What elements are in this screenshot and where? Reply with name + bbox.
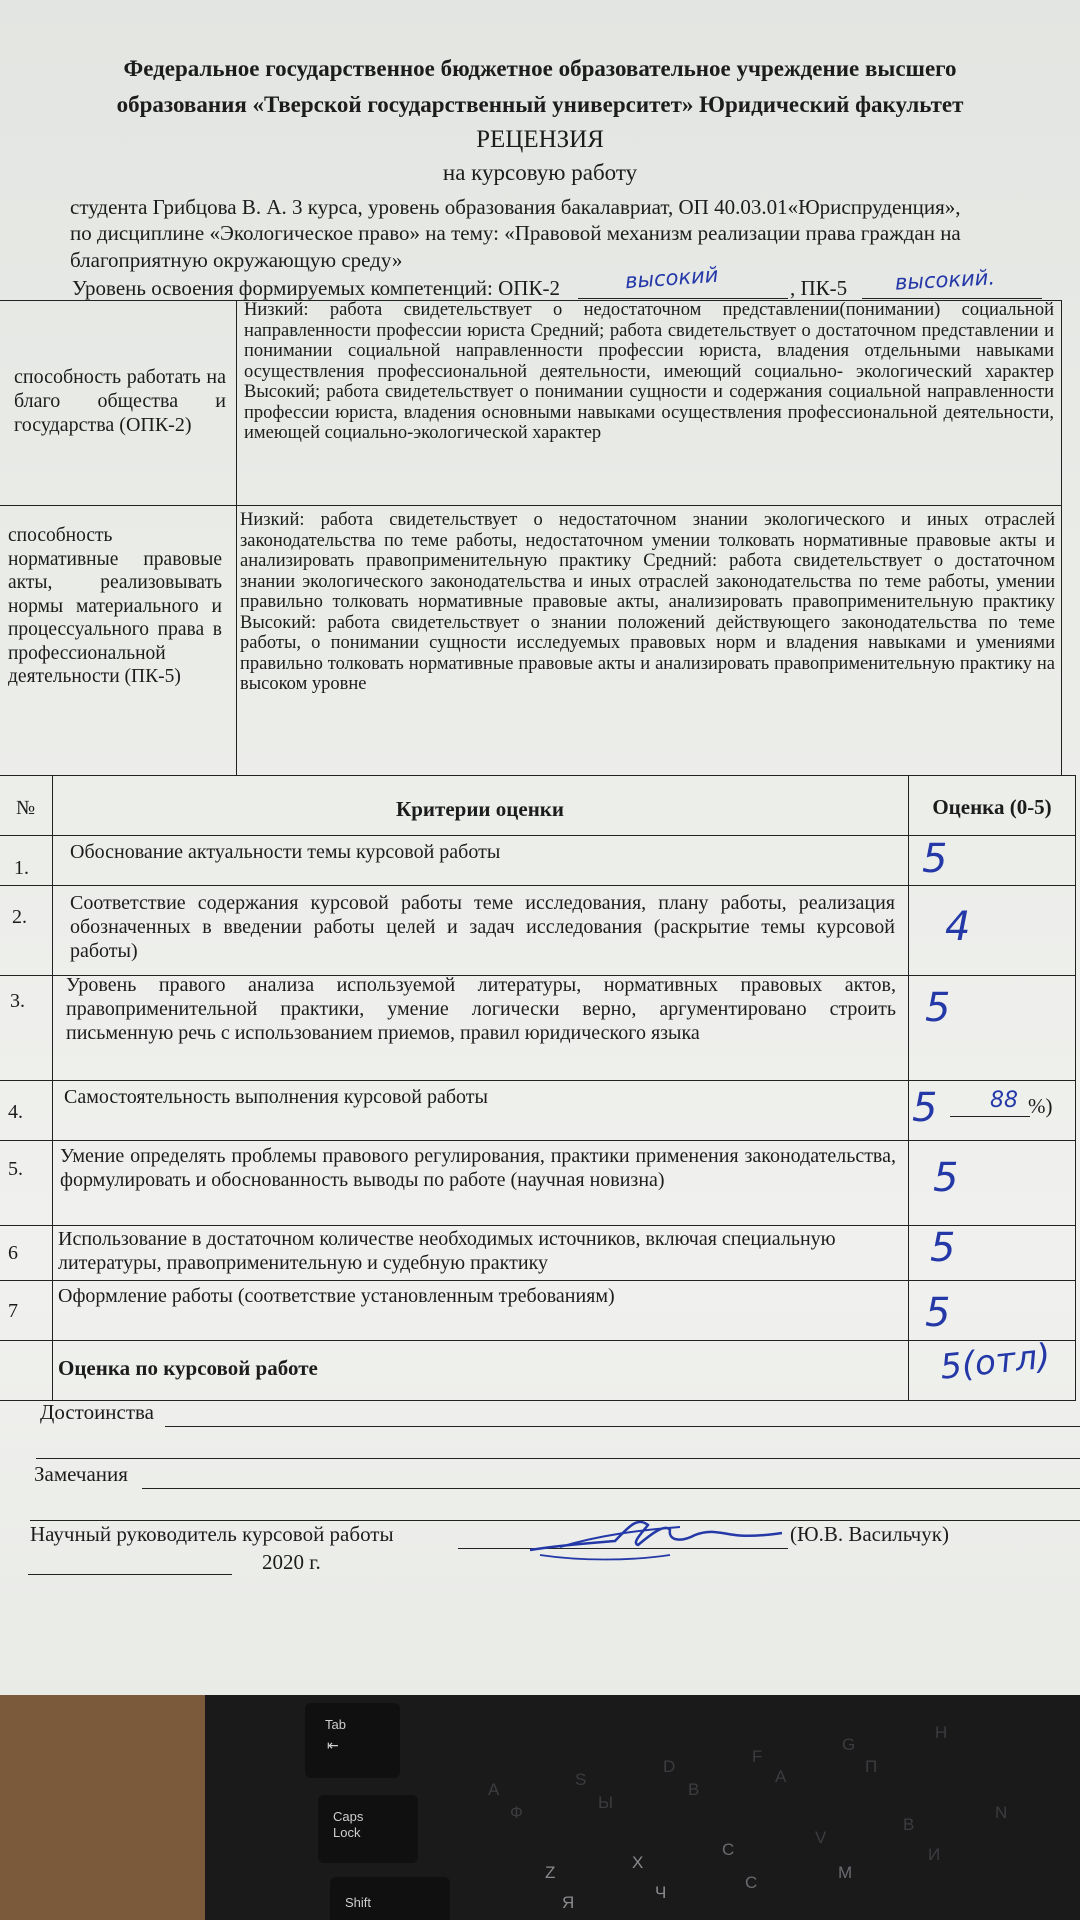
- key-letter: F: [752, 1747, 763, 1766]
- key-letter-cyrillic: И: [928, 1845, 941, 1864]
- criteria-row-score: 5: [912, 1085, 938, 1131]
- column-header-score: Оценка (0-5): [932, 795, 1052, 819]
- tab-key: [305, 1703, 400, 1778]
- key-letter: B: [903, 1815, 915, 1834]
- key-letter-cyrillic: П: [865, 1757, 878, 1776]
- supervisor-label: Научный руководитель курсовой работы: [30, 1522, 394, 1546]
- review-year: 2020 г.: [262, 1550, 321, 1574]
- key-letter: H: [935, 1723, 948, 1742]
- criteria-row-number: 2.: [12, 906, 27, 928]
- criteria-row-number: 4.: [8, 1101, 23, 1123]
- key-letter-cyrillic: В: [688, 1780, 700, 1799]
- key-letter: G: [842, 1735, 856, 1754]
- tab-key-label: Tab: [325, 1717, 346, 1732]
- column-header-criteria: Критерии оценки: [396, 797, 564, 821]
- tab-arrows-icon: ⇤: [327, 1737, 339, 1753]
- wooden-desk: [0, 1695, 205, 1920]
- pk-level-handwritten: высокий.: [894, 265, 996, 295]
- shift-key-label: Shift: [345, 1895, 372, 1910]
- key-letter: C: [722, 1840, 735, 1859]
- supervisor-signature: [520, 1505, 790, 1565]
- intro-line-3: благоприятную окружающую среду»: [70, 248, 403, 272]
- column-header-number: №: [16, 797, 36, 819]
- institution-line-2: образования «Тверской государственный университет» Юридический факультет: [116, 92, 964, 117]
- key-letter-cyrillic: Ф: [510, 1803, 523, 1822]
- supervisor-name: (Ю.В. Васильчук): [790, 1522, 949, 1546]
- criteria-row-number: 1.: [14, 857, 29, 879]
- key-letter-cyrillic: Ы: [598, 1793, 614, 1812]
- key-letter: N: [995, 1803, 1008, 1822]
- key-letter-cyrillic: Ч: [655, 1883, 667, 1902]
- criteria-row-text: Использование в достаточном количестве необходимых источников, включая специальную литературы, правоприменительную и судебную практику: [58, 1228, 836, 1274]
- shift-key: [330, 1877, 450, 1920]
- criteria-row-number: 3.: [10, 990, 25, 1012]
- total-score-label: Оценка по курсовой работе: [58, 1356, 318, 1380]
- criteria-row-score: 5: [925, 985, 951, 1031]
- institution-line-1: Федеральное государственное бюджетное образовательное учреждение высшего: [123, 56, 957, 81]
- key-letter-cyrillic: С: [745, 1873, 758, 1892]
- independence-percent-suffix: %): [1028, 1094, 1053, 1118]
- criteria-row-text: Соответствие содержания курсовой работы теме исследования, плану работы, реализация обозначенных в введении работы целей и задач исследования (раскрытие темы курсовой работы): [70, 892, 895, 962]
- criteria-row-score: 5: [925, 1290, 951, 1336]
- criteria-row-number: 6: [8, 1242, 18, 1264]
- criteria-row-number: 5.: [8, 1158, 23, 1180]
- criteria-row-score: 4: [945, 904, 971, 950]
- total-score-handwritten: 5(отл): [938, 1336, 1053, 1388]
- key-letter-cyrillic: А: [775, 1767, 787, 1786]
- competency-levels-opk2: Низкий: работа свидетельствует о недостаточном представлении(понимании) социальной направленности профессии юриста Средний; работа свидетельствует о достаточном представлении и понимании социальной направленности профессии юриста, владения отдельными навыками осуществления профессиональной деятельности, имеющий социально- экологический характер Высокий; работа свидетельствует о понимании сущности и содержания социальной направленности профессии юриста, владения основными навыками осуществления профессиональной деятельности, имеющей социально-экологической характер: [244, 300, 1054, 443]
- competency-name-opk2: способность работать на благо общества и государства (ОПК-2): [14, 366, 226, 436]
- competency-levels-pk5: Низкий: работа свидетельствует о недостаточном знании экологического и иных отраслей законодательства по теме работы, недостаточном умении толковать нормативные правовые акты и анализировать правоприменительную практику Средний: работа свидетельствует о достаточном знании экологического законодательства и иных отраслей законодательства по теме работы, умении правильно толковать нормативные правовые акты, анализировать правоприменительную практику Высокий: работа свидетельствует о знании положений действующего законодательства по теме работы, о понимании сущности исследуемых правовых норм и владения навыками и умениями правильно толковать нормативные правовые акты и анализировать правоприменительную практику на высоком уровне: [240, 510, 1055, 694]
- key-letter: M: [838, 1863, 853, 1882]
- document-title: РЕЦЕНЗИЯ: [476, 126, 604, 153]
- criteria-row-score: 5: [933, 1155, 959, 1201]
- merits-label: Достоинства: [40, 1400, 155, 1424]
- caps-lock-key-label: Caps Lock: [333, 1809, 364, 1840]
- intro-line-1: студента Грибцова В. А. 3 курса, уровень образования бакалавриат, ОП 40.03.01«Юриспруденция»,: [70, 195, 961, 219]
- key-letter: Z: [545, 1863, 556, 1882]
- key-letter: A: [488, 1780, 500, 1799]
- caps-lock-key: [318, 1795, 418, 1863]
- remarks-label: Замечания: [34, 1462, 128, 1486]
- key-letter: V: [815, 1828, 827, 1847]
- key-letter: X: [632, 1853, 644, 1872]
- criteria-row-text: Умение определять проблемы правового регулирования, практики применения законодательства, формулировать и обоснованность выводы по работе (научная новизна): [60, 1145, 896, 1191]
- key-letter: S: [575, 1770, 587, 1789]
- independence-percent-handwritten: 88: [990, 1088, 1018, 1113]
- criteria-row-score: 5: [930, 1225, 956, 1271]
- criteria-row-text: Самостоятельность выполнения курсовой работы: [64, 1086, 488, 1108]
- opk-level-handwritten: высокий: [624, 262, 720, 294]
- criteria-row-text: Уровень правого анализа используемой литературы, нормативных правовых актов, правоприменительной практики, умение логически верно, аргументировано строить письменную речь с использованием приемов, правил юридического языка: [66, 974, 896, 1044]
- criteria-row-text: Обоснование актуальности темы курсовой работы: [70, 841, 501, 863]
- pk-level-label: , ПК-5: [790, 276, 848, 300]
- competency-level-label: Уровень освоения формируемых компетенций: ОПК-2: [72, 276, 560, 300]
- document-subtitle: на курсовую работу: [442, 160, 638, 185]
- criteria-row-number: 7: [8, 1300, 18, 1322]
- key-letter: D: [663, 1757, 676, 1776]
- criteria-row-text: Оформление работы (соответствие установленным требованиям): [58, 1285, 615, 1307]
- key-letter-cyrillic: Я: [562, 1893, 575, 1912]
- intro-line-2: по дисциплине «Экологическое право» на тему: «Правовой механизм реализации права граждан на: [70, 221, 961, 245]
- competency-name-pk5: способность нормативные правовые акты, реализовывать нормы материального и процессуального права в профессиональной деятельности (ПК-5): [8, 525, 222, 687]
- criteria-row-score: 5: [922, 836, 948, 882]
